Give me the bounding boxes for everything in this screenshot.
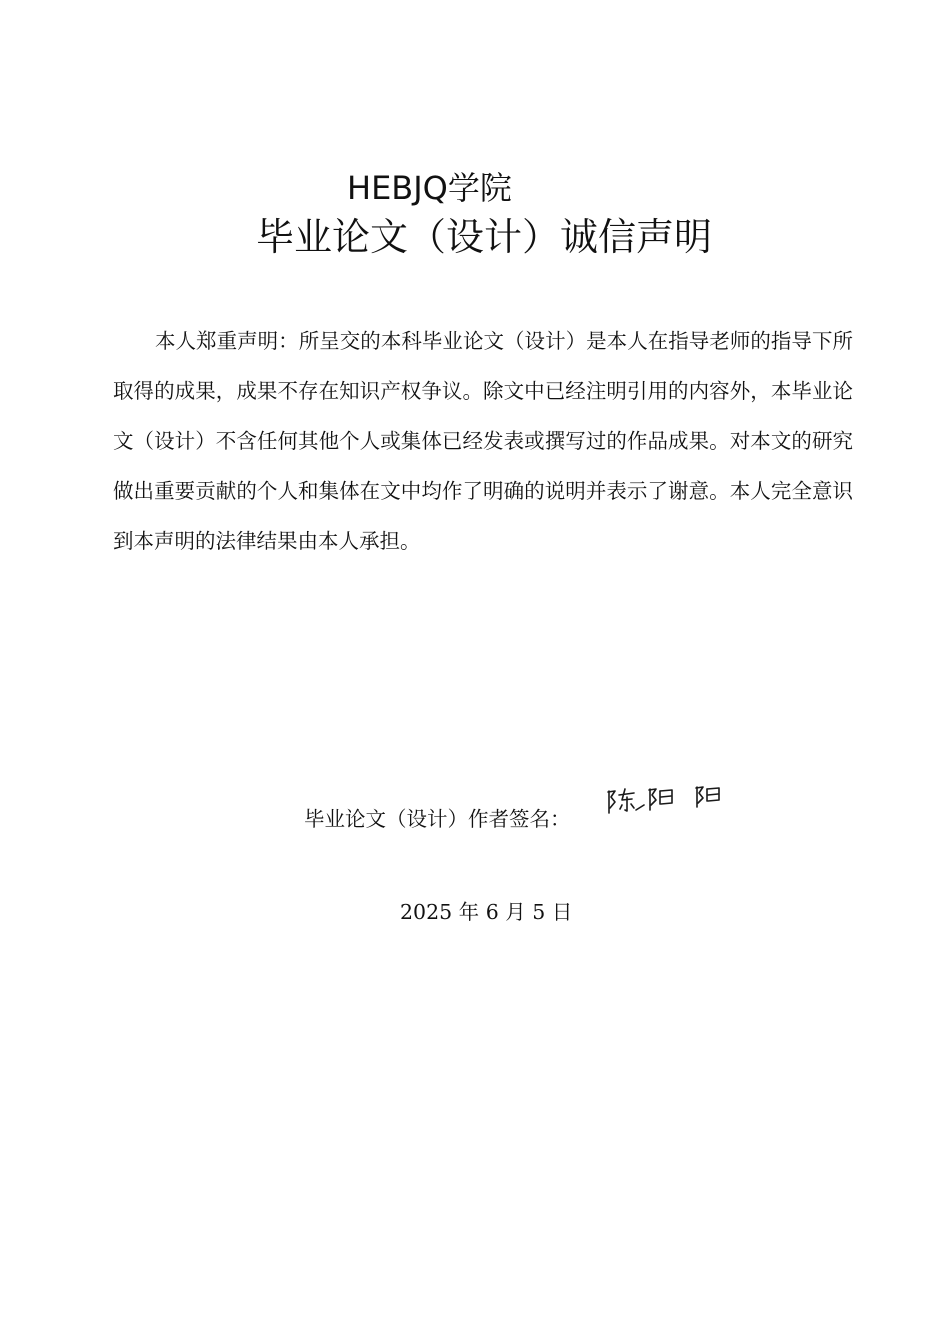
signature-row — [304, 802, 571, 836]
signature-label: 毕业论文（设计）作者签名： — [304, 807, 571, 831]
institution-name: HEBJQ学院 — [347, 169, 512, 207]
handwritten-signature — [604, 780, 736, 822]
declaration-date: 2025 年 6 月 5 日 — [400, 900, 573, 924]
document-title: 毕业论文（设计）诚信声明 — [256, 215, 713, 259]
declaration-paragraph: 本人郑重声明：所呈交的本科毕业论文（设计）是本人在指导老师的指导下所取得的成果，成果不存在知识产权争议。除文中已经注明引用的内容外，本毕业论文（设计）不含任何其他个人或集体已经发表或撰写过的作品成果。对本文的研究做出重要贡献的个人和集体在文中均作了明确的说明并表示了谢意。本人完全意识到本声明的法律结果由本人承担。 — [113, 329, 853, 553]
